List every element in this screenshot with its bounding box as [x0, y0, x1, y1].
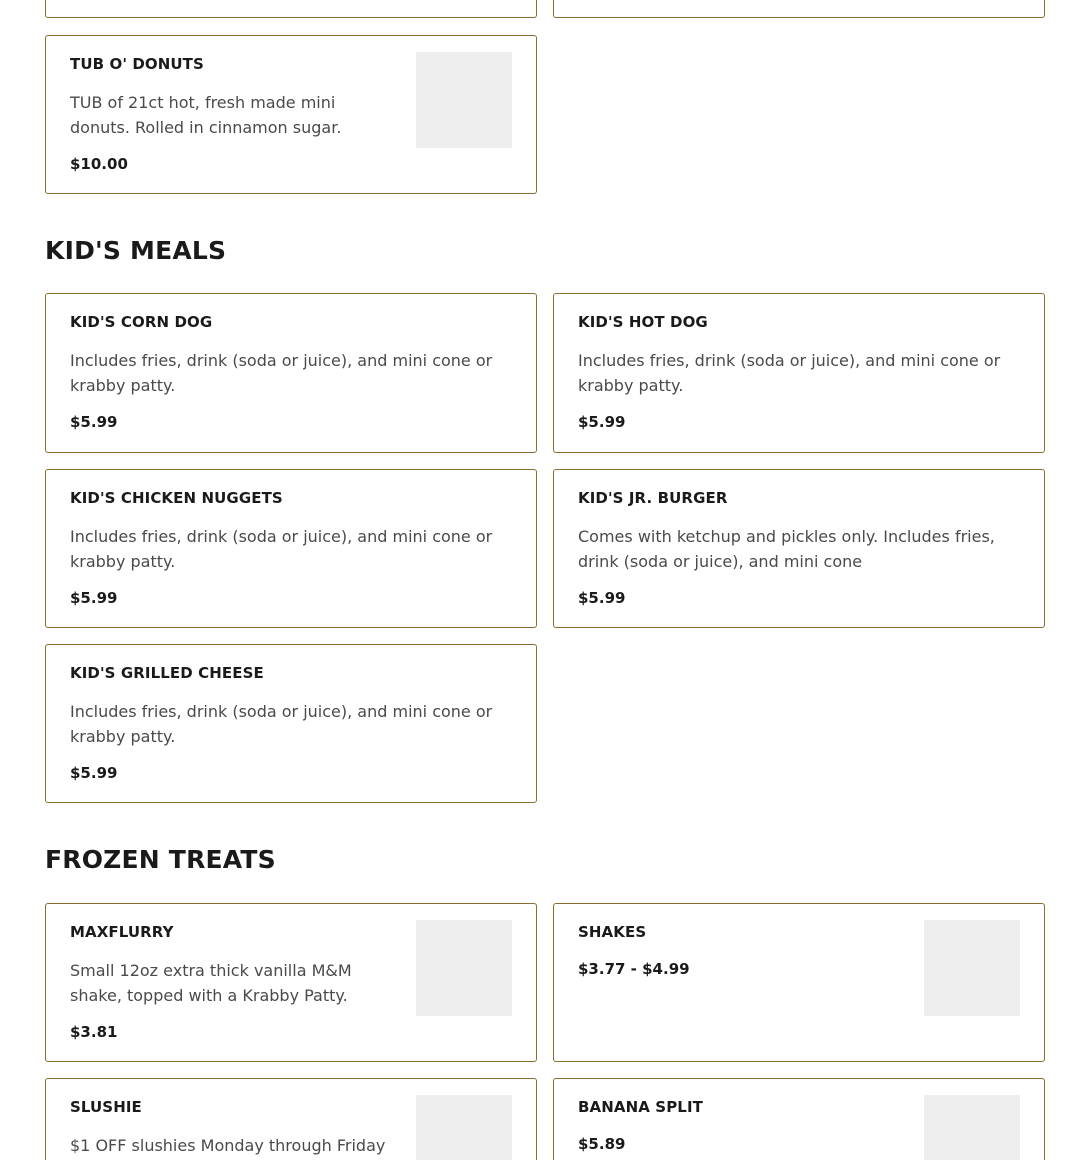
menu-item-shakes[interactable] [553, 903, 1045, 1062]
section-title-frozen-treats: FROZEN TREATS [45, 845, 276, 874]
item-name: BANANA SPLIT [578, 1098, 703, 1116]
item-name: SHAKES [578, 923, 647, 941]
item-name: TUB O' DONUTS [70, 55, 204, 73]
menu-item-card[interactable] [553, 0, 1045, 18]
item-name: KID'S CHICKEN NUGGETS [70, 489, 283, 507]
item-price: $3.81 [70, 1023, 118, 1041]
item-description: Includes fries, drink (soda or juice), and mini cone or krabby patty. [70, 527, 493, 571]
item-description: $1 OFF slushies Monday through Friday [70, 1136, 386, 1155]
item-description: Includes fries, drink (soda or juice), and mini cone or krabby patty. [70, 702, 493, 746]
menu-item-kids-grilled-cheese[interactable] [45, 644, 537, 803]
item-price: $5.89 [578, 1135, 626, 1153]
item-name: KID'S JR. BURGER [578, 489, 728, 507]
item-description: Small 12oz extra thick vanilla M&M shake, topped with a Krabby Patty. [70, 961, 352, 1005]
item-image [416, 52, 512, 148]
item-description: TUB of 21ct hot, fresh made mini donuts. Rolled in cinnamon sugar. [70, 93, 342, 137]
item-name: MAXFLURRY [70, 923, 174, 941]
item-price: $5.99 [578, 413, 626, 431]
item-image [924, 1095, 1020, 1160]
item-price: $5.99 [70, 764, 118, 782]
item-description: Includes fries, drink (soda or juice), and mini cone or krabby patty. [578, 351, 1001, 395]
menu-item-slushie[interactable] [45, 1078, 537, 1160]
item-name: KID'S CORN DOG [70, 313, 213, 331]
menu-item-banana-split[interactable] [553, 1078, 1045, 1160]
item-name: KID'S HOT DOG [578, 313, 708, 331]
item-image [416, 920, 512, 1016]
menu-item-card[interactable] [45, 0, 537, 18]
menu-item-kids-chicken-nuggets[interactable] [45, 469, 537, 628]
item-name: SLUSHIE [70, 1098, 142, 1116]
menu-item-tub-donuts[interactable] [45, 35, 537, 194]
item-price: $10.00 [70, 155, 128, 173]
item-price: $5.99 [70, 413, 118, 431]
item-price: $3.77 - $4.99 [578, 960, 690, 978]
item-image [416, 1095, 512, 1160]
menu-item-maxflurry[interactable] [45, 903, 537, 1062]
menu-item-kids-corn-dog[interactable] [45, 293, 537, 453]
item-price: $5.99 [578, 589, 626, 607]
item-description: Includes fries, drink (soda or juice), and mini cone or krabby patty. [70, 351, 493, 395]
menu-item-kids-hot-dog[interactable] [553, 293, 1045, 453]
menu-item-kids-jr-burger[interactable] [553, 469, 1045, 628]
item-price: $5.99 [70, 589, 118, 607]
item-name: KID'S GRILLED CHEESE [70, 664, 264, 682]
item-image [924, 920, 1020, 1016]
item-description: Comes with ketchup and pickles only. Includes fries, drink (soda or juice), and mini cone [578, 527, 995, 571]
section-title-kids-meals: KID'S MEALS [45, 236, 227, 265]
